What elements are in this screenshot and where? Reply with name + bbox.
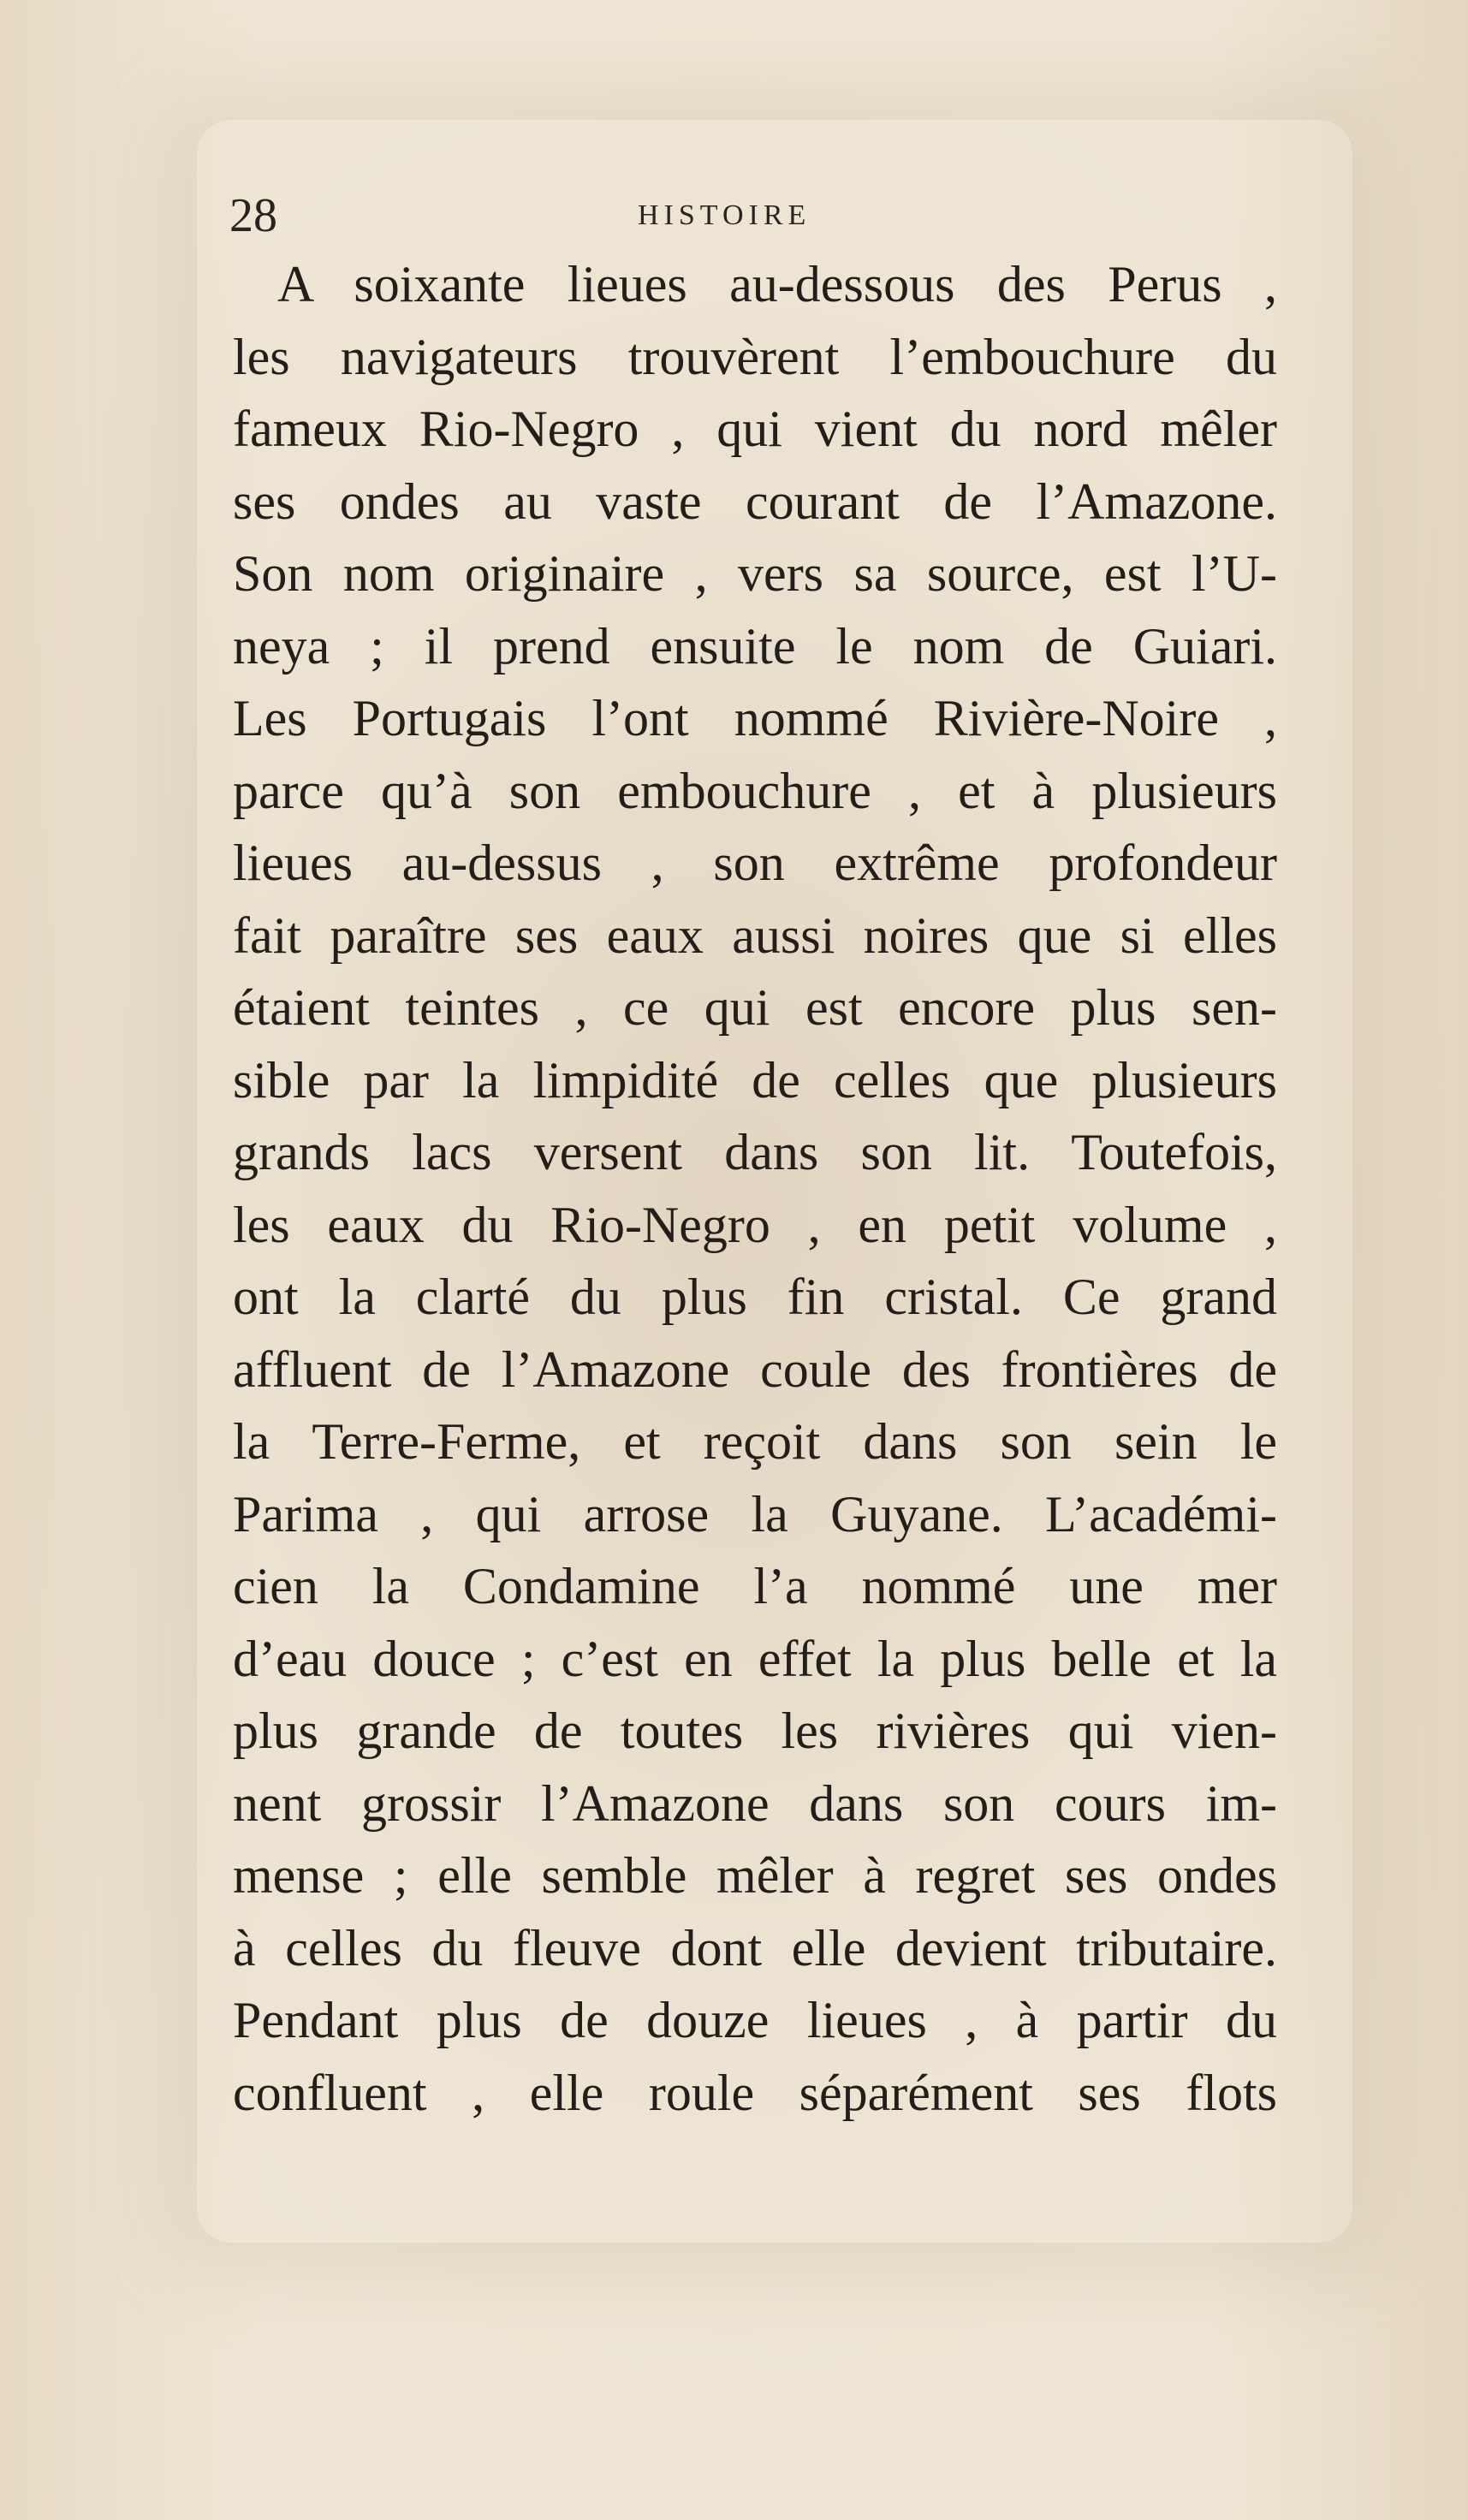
text-line: Parima , qui arrose la Guyane. L’académi-: [233, 1485, 1277, 1542]
text-line: les eaux du Rio-Negro , en petit volume ,: [233, 1196, 1277, 1253]
text-line: à celles du fleuve dont elle devient tributaire.: [233, 1919, 1277, 1976]
text-line: parce qu’à son embouchure , et à plusieurs: [233, 762, 1277, 819]
text-line: ses ondes au vaste courant de l’Amazone.: [233, 472, 1277, 530]
text-line: fameux Rio-Negro , qui vient du nord mêler: [233, 401, 1277, 457]
text-line: nent grossir l’Amazone dans son cours im-: [233, 1774, 1277, 1832]
text-line: A soixante lieues au-dessous des Perus ,: [277, 256, 1277, 312]
text-line: d’eau douce ; c’est en effet la plus belle et la: [233, 1630, 1277, 1687]
text-line: étaient teintes , ce qui est encore plus sen-: [233, 979, 1277, 1036]
text-line: sible par la limpidité de celles que plusieurs: [233, 1051, 1277, 1108]
text-line: ont la clarté du plus fin cristal. Ce grand: [233, 1269, 1277, 1325]
text-line: grands lacs versent dans son lit. Toutefois,: [233, 1124, 1277, 1180]
text-line: plus grande de toutes les rivières qui vien-: [233, 1703, 1277, 1759]
running-head: [229, 190, 1278, 241]
text-line: mense ; elle semble mêler à regret ses ondes: [233, 1847, 1277, 1904]
text-line: neya ; il prend ensuite le nom de Guiari.: [233, 617, 1277, 675]
running-title: HISTOIRE: [638, 199, 811, 231]
text-line: les navigateurs trouvèrent l’embouchure du: [233, 328, 1277, 385]
page-number: 28: [229, 189, 277, 242]
text-line: Les Portugais l’ont nommé Rivière-Noire ,: [233, 690, 1277, 746]
text-line: lieues au-dessus , son extrême profondeur: [233, 835, 1277, 891]
text-line: Pendant plus de douze lieues , à partir du: [233, 1992, 1277, 2048]
text-line: confluent , elle roule séparément ses flots: [233, 2064, 1277, 2121]
text-line: Son nom originaire , vers sa source, est l’U-: [233, 545, 1277, 602]
body-text: [233, 248, 1277, 2129]
text-line: affluent de l’Amazone coule des frontières de: [233, 1340, 1277, 1398]
text-line: cien la Condamine l’a nommé une mer: [233, 1558, 1277, 1614]
text-line: la Terre-Ferme, et reçoit dans son sein le: [233, 1413, 1277, 1470]
text-line: fait paraître ses eaux aussi noires que si elles: [233, 906, 1277, 964]
